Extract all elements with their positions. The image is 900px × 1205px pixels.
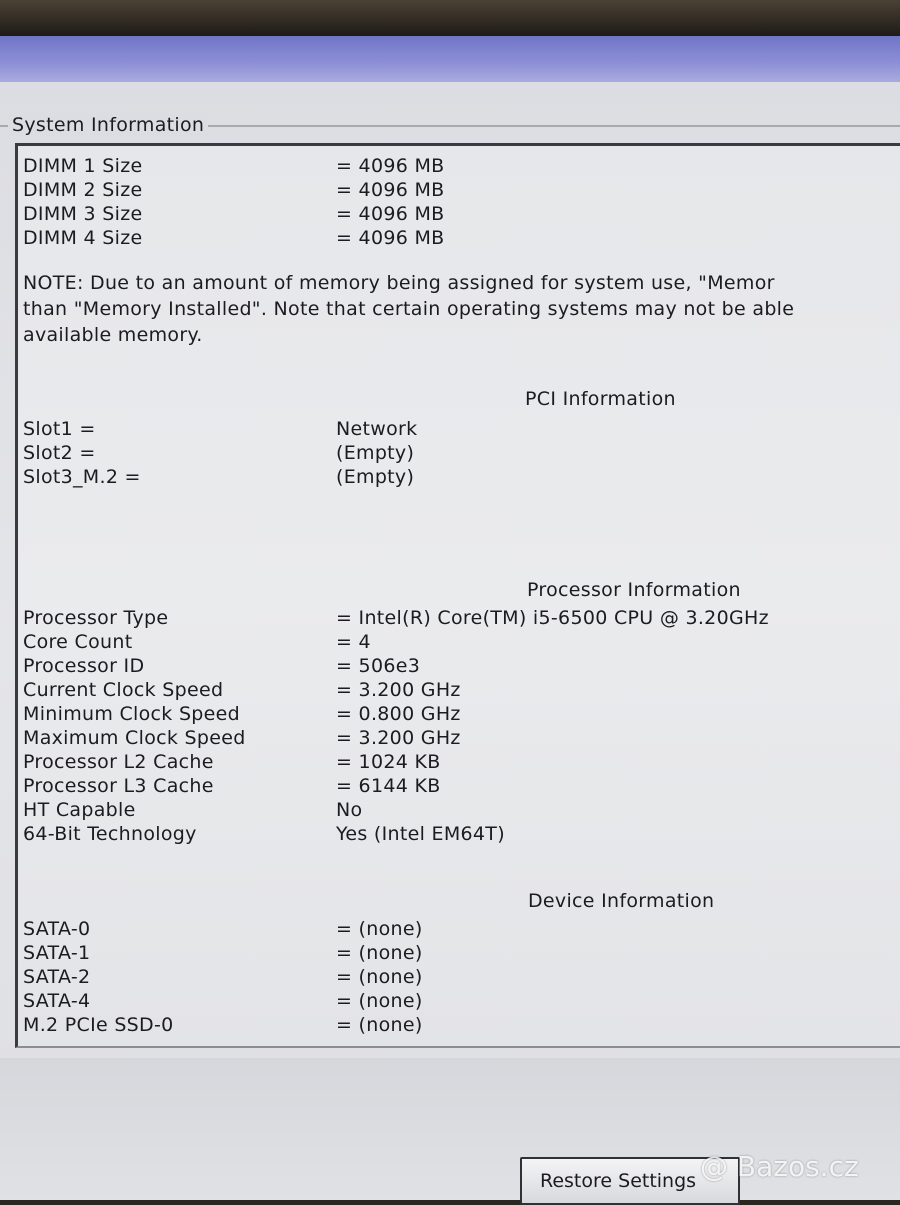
processor-row: [23, 799, 893, 823]
device-row: [23, 942, 893, 966]
memory-value: = 4096 MB: [336, 203, 445, 225]
processor-label: Processor ID: [23, 655, 145, 677]
memory-label: DIMM 4 Size: [23, 227, 143, 249]
processor-value: = 6144 KB: [336, 775, 441, 797]
processor-label: Processor L3 Cache: [23, 775, 214, 797]
pci-label: Slot3_M.2 =: [23, 466, 141, 488]
processor-row: [23, 607, 893, 631]
memory-value: = 4096 MB: [336, 179, 445, 201]
processor-label: Processor L2 Cache: [23, 751, 214, 773]
device-row: [23, 990, 893, 1014]
memory-label: DIMM 1 Size: [23, 155, 143, 177]
device-label: SATA-0: [23, 918, 91, 940]
device-value: = (none): [336, 1014, 423, 1036]
device-value: = (none): [336, 942, 423, 964]
processor-label: 64-Bit Technology: [23, 823, 197, 845]
pci-row: [23, 442, 893, 466]
processor-row: [23, 631, 893, 655]
pci-label: Slot1 =: [23, 418, 96, 440]
pci-section-title: PCI Information: [525, 388, 676, 410]
window-title-bar: [0, 36, 900, 82]
processor-label: Processor Type: [23, 607, 169, 629]
watermark-text: @ Bazos.cz: [700, 1150, 859, 1183]
processor-value: = 1024 KB: [336, 751, 441, 773]
processor-row: [23, 775, 893, 799]
memory-note-line: available memory.: [23, 324, 203, 346]
memory-row: [23, 227, 893, 251]
device-row: [23, 1014, 893, 1038]
device-value: = (none): [336, 990, 423, 1012]
processor-value: Yes (Intel EM64T): [336, 823, 505, 845]
memory-row: [23, 155, 893, 179]
pci-row: [23, 418, 893, 442]
device-section-title: Device Information: [528, 890, 715, 912]
device-label: SATA-1: [23, 942, 91, 964]
processor-section-title: Processor Information: [527, 579, 741, 601]
memory-note: [23, 270, 900, 348]
pci-value: (Empty): [336, 466, 415, 488]
processor-label: Maximum Clock Speed: [23, 727, 246, 749]
processor-value: = 3.200 GHz: [336, 679, 461, 701]
pci-value: Network: [336, 418, 418, 440]
processor-value: = 3.200 GHz: [336, 727, 461, 749]
memory-value: = 4096 MB: [336, 155, 445, 177]
memory-label: DIMM 2 Size: [23, 179, 143, 201]
restore-settings-button[interactable]: Restore Settings: [520, 1157, 740, 1205]
processor-label: Minimum Clock Speed: [23, 703, 241, 725]
processor-value: = 506e3: [336, 655, 421, 677]
processor-row: [23, 727, 893, 751]
processor-value: = 0.800 GHz: [336, 703, 461, 725]
monitor-bezel: [0, 0, 900, 36]
device-value: = (none): [336, 918, 423, 940]
device-label: SATA-2: [23, 966, 91, 988]
pci-value: (Empty): [336, 442, 415, 464]
device-value: = (none): [336, 966, 423, 988]
processor-row: [23, 823, 893, 847]
device-label: SATA-4: [23, 990, 91, 1012]
processor-row: [23, 703, 893, 727]
device-label: M.2 PCIe SSD-0: [23, 1014, 174, 1036]
processor-value: No: [336, 799, 363, 821]
memory-note-line: NOTE: Due to an amount of memory being assigned for system use, "Memor: [23, 272, 775, 294]
processor-value: = 4: [336, 631, 371, 653]
memory-row: [23, 203, 893, 227]
processor-value: = Intel(R) Core(TM) i5-6500 CPU @ 3.20GHz: [336, 607, 769, 629]
memory-row: [23, 179, 893, 203]
group-title: System Information: [8, 114, 208, 136]
processor-label: Current Clock Speed: [23, 679, 224, 701]
device-row: [23, 966, 893, 990]
processor-row: [23, 679, 893, 703]
processor-row: [23, 655, 893, 679]
memory-label: DIMM 3 Size: [23, 203, 143, 225]
memory-value: = 4096 MB: [336, 227, 445, 249]
system-information-panel[interactable]: [15, 143, 900, 1048]
processor-label: HT Capable: [23, 799, 136, 821]
processor-label: Core Count: [23, 631, 133, 653]
memory-note-line: than "Memory Installed". Note that certain operating systems may not be able: [23, 298, 795, 320]
pci-label: Slot2 =: [23, 442, 96, 464]
pci-row: [23, 466, 893, 490]
device-row: [23, 918, 893, 942]
processor-row: [23, 751, 893, 775]
